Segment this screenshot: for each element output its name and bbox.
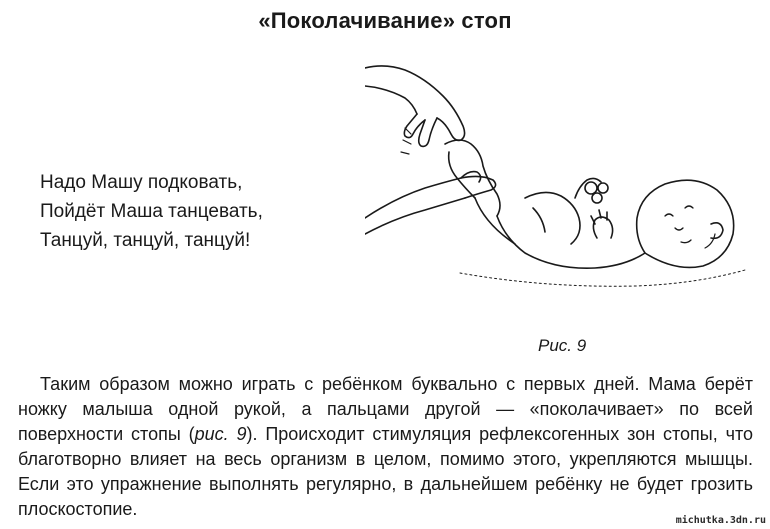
body-paragraph — [18, 372, 753, 522]
figure-caption: Рис. 9 — [538, 336, 587, 355]
poem-line: Танцуй, танцуй, танцуй! — [40, 230, 251, 251]
tapping-hand — [365, 66, 465, 140]
baby-foot-tapping-illustration — [365, 48, 755, 318]
page-title: «Поколачивание» стоп — [258, 8, 512, 33]
figure-reference: рис. 9 — [194, 424, 247, 444]
poem-line: Надо Машу подковать, — [40, 172, 243, 193]
watermark: michutka.3dn.ru — [675, 515, 766, 526]
baby-body — [497, 216, 645, 268]
body-text-part: ). Происходит стимуляция рефлексогенных зон стопы, что благотворно влияет на весь организм в целом, помимо этого, укрепляются мышцы. Если это упражнение выполнять регулярно, в дальнейшем ребёнку не будет грозить плоскостопие. — [18, 424, 753, 519]
body-text-part: Таким образом можно играть с ребёнком буквально с первых дней. Мама берёт ножку малыша одной рукой, а пальцами другой — «поколачивает» по всей поверхности стопы ( — [18, 374, 753, 444]
poem-line: Пойдёт Маша танцевать, — [40, 201, 263, 222]
holding-hand — [365, 176, 496, 218]
baby-leg — [445, 140, 500, 216]
poem — [40, 168, 263, 255]
